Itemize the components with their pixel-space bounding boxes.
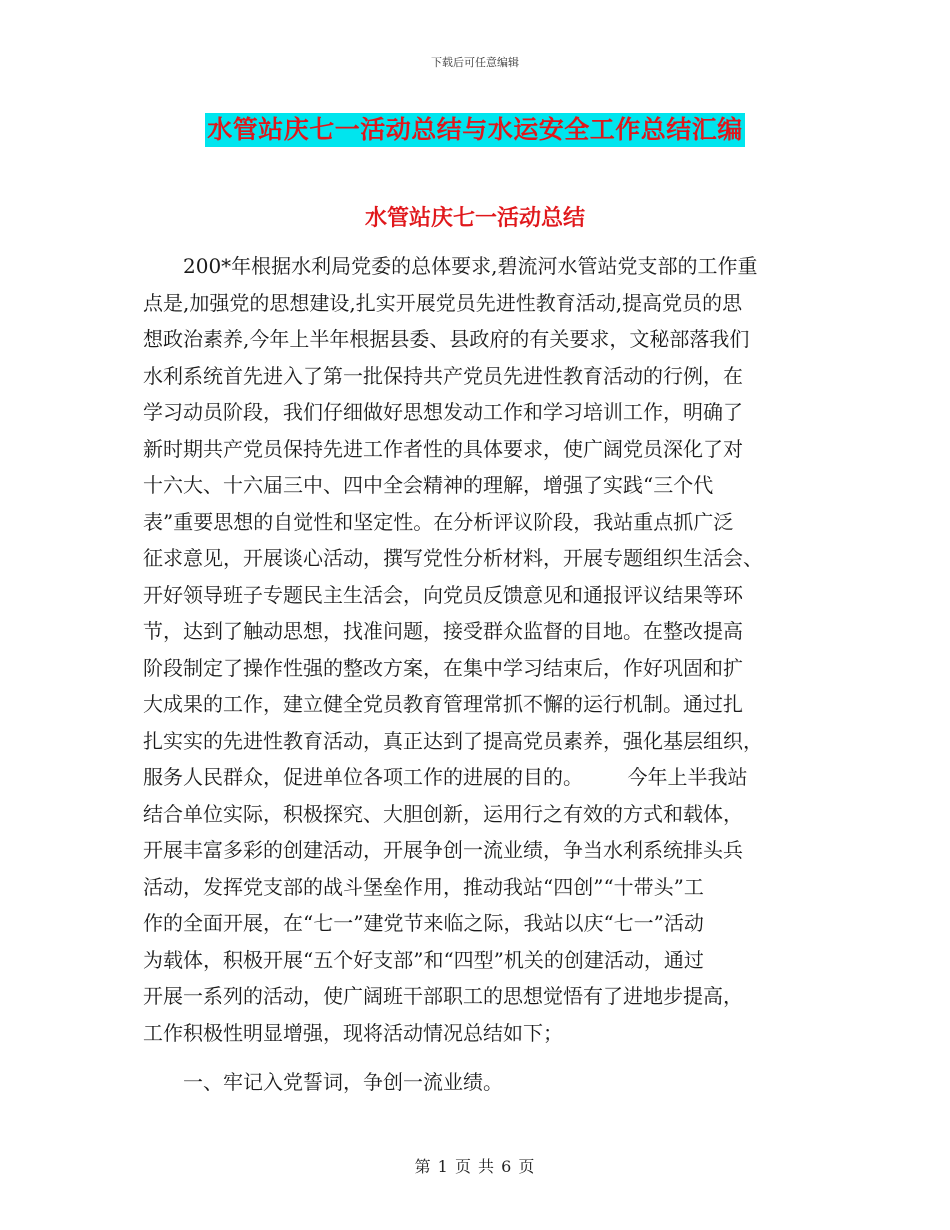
text-line: 新时期共产党员保持先进工作者性的具体要求，使广阔党员深化了对 [143,436,743,461]
body-paragraph [143,248,811,1051]
text-line: 活动，发挥党支部的战斗堡垒作用，推动我站“四创”“十带头”工 [143,874,704,899]
text-line: 十六大、十六届三中、四中全会精神的理解，增强了实践“三个代 [143,473,714,497]
text-line: 工作积极性明显增强，现将活动情况总结如下； [143,1020,563,1045]
text-line: 水利系统首先进入了第一批保持共产党员先进性教育活动的行例，在 [143,363,743,388]
section-title: 水管站庆七一活动总结 [364,206,585,231]
text-line: 节，达到了触动思想，找准问题，接受群众监督的目地。在整改提高 [143,619,743,643]
section-heading-one: 一、牢记入党誓词，争创一流业绩。 [183,1070,503,1094]
text-line: 阶段制定了操作性强的整改方案，在集中学习结束后，作好巩固和扩 [143,655,743,680]
page-number: 第 1 页 共 6 页 [414,1157,536,1176]
text-line: 大成果的工作，建立健全党员教育管理常抓不懈的运行机制。通过扎 [143,692,743,716]
text-line: 扎实实的先进性教育活动，真正达到了提高党员素养，强化基层组织， [143,728,763,753]
text-line: 开展一系列的活动，使广阔班干部职工的思想觉悟有了进地步提高， [143,984,743,1008]
text-line: 表”重要思想的自觉性和坚定性。在分析评议阶段，我站重点抓广泛 [143,509,734,534]
document-title-container [0,113,950,147]
text-line: 结合单位实际，积极探究、大胆创新，运用行之有效的方式和载体， [143,801,743,826]
text-line: 作的全面开展，在“七一”建党节来临之际，我站以庆“七一”活动 [143,911,704,935]
text-line: 点是,加强党的思想建设,扎实开展党员先进性教育活动,提高党员的思 [143,290,743,315]
text-line: 想政治素养,今年上半年根据县委、县政府的有关要求，文秘部落我们 [143,327,750,351]
text-line: 为载体，积极开展“五个好支部”和“四型”机关的创建活动，通过 [143,947,704,972]
text-line: 开展丰富多彩的创建活动，开展争创一流业绩，争当水利系统排头兵 [143,838,743,862]
text-line: 服务人民群众，促进单位各项工作的进展的目的。 今年上半我站 [143,765,748,789]
text-line: 征求意见，开展谈心活动，撰写党性分析材料，开展专题组织生活会、 [143,546,763,570]
text-line: 学习动员阶段，我们仔细做好思想发动工作和学习培训工作，明确了 [143,400,743,424]
text-line: 200*年根据水利局党委的总体要求,碧流河水管站党支部的工作重 [183,254,758,278]
document-title: 水管站庆七一活动总结与水运安全工作总结汇编 [205,113,745,147]
text-line: 开好领导班子专题民主生活会，向党员反馈意见和通报评议结果等环 [143,582,743,607]
header-note: 下载后可任意编辑 [431,56,519,69]
